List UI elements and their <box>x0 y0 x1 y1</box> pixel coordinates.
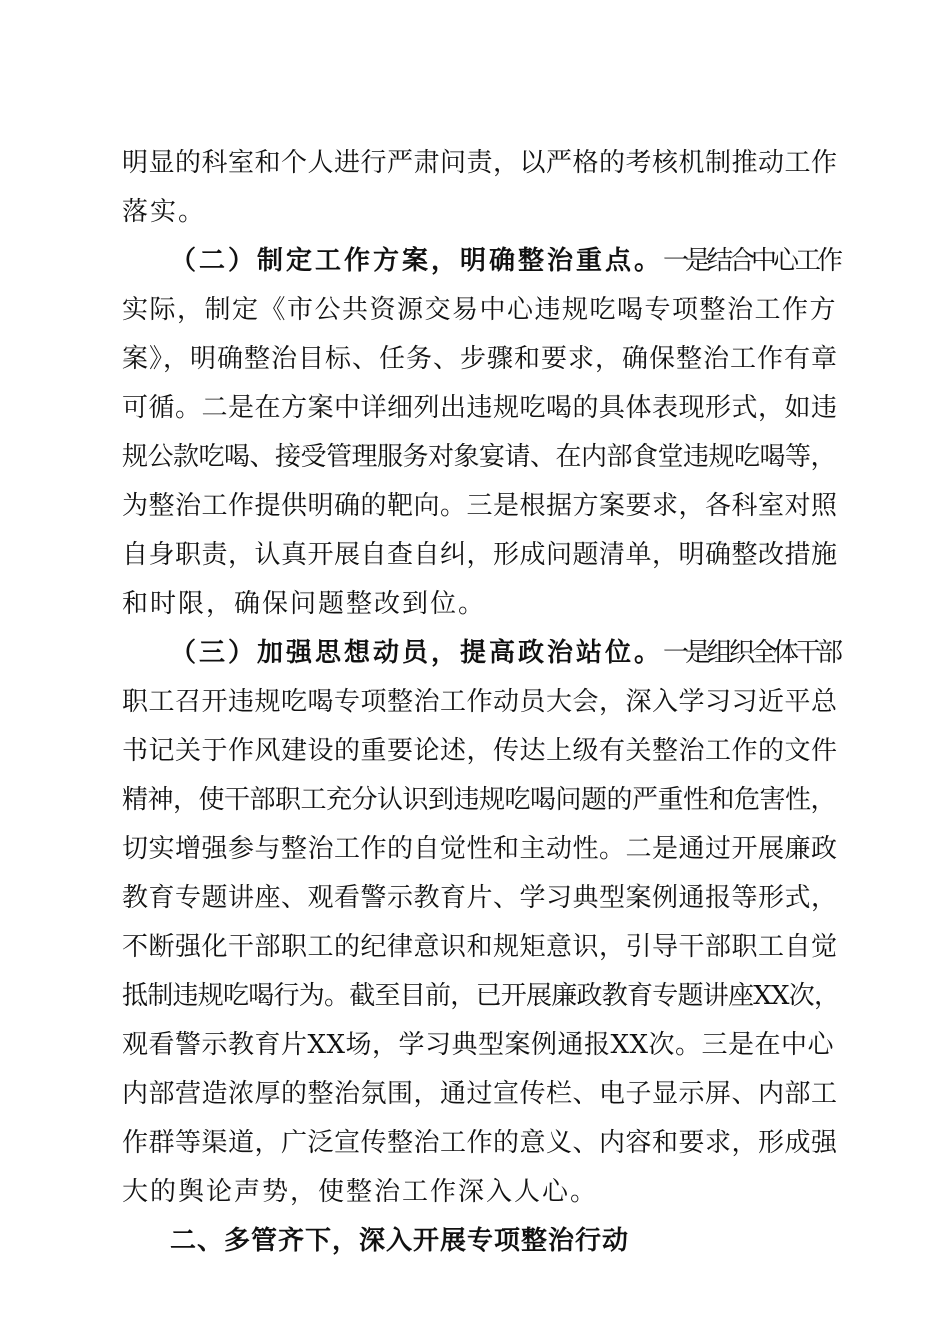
text-line: 自身职责，认真开展自查自纠，形成问题清单，明确整改措施 <box>122 540 838 570</box>
text-line: 内部营造浓厚的整治氛围，通过宣传栏、电子显示屏、内部工 <box>122 1079 838 1109</box>
text-line: 可循。二是在方案中详细列出违规吃喝的具体表现形式，如违 <box>122 393 838 423</box>
text-line: 抵制违规吃喝行为。截至目前，已开展廉政教育专题讲座XX次， <box>122 981 840 1011</box>
text-line: 书记关于作风建设的重要论述，传达上级有关整治工作的文件 <box>122 736 838 766</box>
text-line: 为整治工作提供明确的靶向。三是根据方案要求，各科室对照 <box>122 491 838 521</box>
text-line: 教育专题讲座、观看警示教育片、学习典型案例通报等形式， <box>122 883 838 913</box>
text-line: 切实增强参与整治工作的自觉性和主动性。二是通过开展廉政 <box>122 834 838 864</box>
subsection-title: （二）制定工作方案，明确整治重点。 <box>170 246 664 276</box>
text-line: 规公款吃喝、接受管理服务对象宴请、在内部食堂违规吃喝等， <box>122 442 837 472</box>
text-line: 职工召开违规吃喝专项整治工作动员大会，深入学习习近平总 <box>122 687 838 717</box>
text-line: 精神，使干部职工充分认识到违规吃喝问题的严重性和危害性， <box>122 785 837 815</box>
paragraph-text: 一是结合中心工作 <box>663 246 840 276</box>
text-line: 实际，制定《市公共资源交易中心违规吃喝专项整治工作方 <box>122 295 838 325</box>
text-line: 案》，明确整治目标、任务、步骤和要求，确保整治工作有章 <box>122 344 839 374</box>
text-line: 观看警示教育片XX场，学习典型案例通报XX次。三是在中心 <box>122 1030 835 1060</box>
paragraph-first-line <box>170 248 839 274</box>
text-line: 明显的科室和个人进行严肃问责，以严格的考核机制推动工作 <box>122 148 838 178</box>
text-line: 大的舆论声势，使整治工作深入人心。 <box>122 1177 599 1207</box>
text-line: 不断强化干部职工的纪律意识和规矩意识，引导干部职工自觉 <box>122 932 838 962</box>
paragraph-first-line <box>170 640 839 666</box>
text-line: 作群等渠道，广泛宣传整治工作的意义、内容和要求，形成强 <box>122 1128 838 1158</box>
text-line: 落实。 <box>122 197 207 227</box>
paragraph-text: 一是组织全体干部 <box>663 638 840 668</box>
text-line: 和时限，确保问题整改到位。 <box>122 589 487 619</box>
section-heading: 二、多管齐下，深入开展专项整治行动 <box>170 1226 630 1256</box>
subsection-title: （三）加强思想动员，提高政治站位。 <box>170 638 664 668</box>
